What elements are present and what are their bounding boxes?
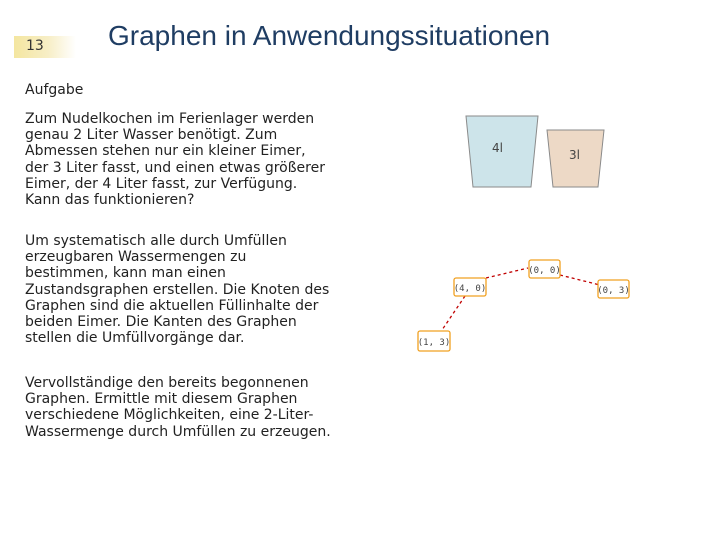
text-line: verschiedene Möglichkeiten, eine 2-Liter- (25, 407, 314, 424)
graph-node (528, 260, 561, 278)
text-line: bestimmen, kann man einen (25, 265, 226, 282)
text-line: genau 2 Liter Wasser benötigt. Zum (25, 127, 278, 144)
text-line: Kann das funktionieren? (25, 192, 195, 209)
node-label: (0, 0) (528, 266, 561, 276)
slide-title: Graphen in Anwendungssituationen (108, 20, 551, 51)
text-line: Vervollständige den bereits begonnenen (25, 375, 309, 391)
text-line: stellen die Umfüllvorgänge dar. (25, 330, 245, 347)
text-line: beiden Eimer. Die Kanten des Graphen (25, 314, 297, 331)
text-line: Zustandsgraphen erstellen. Die Knoten des (25, 281, 330, 298)
text-line: Abmessen stehen nur ein kleiner Eimer, (25, 143, 306, 160)
node-label: (4, 0) (453, 284, 487, 294)
text-line: der 3 Liter fasst, und einen etwas größerer (25, 159, 325, 176)
large-bucket-label: 4l (492, 141, 503, 155)
text-line: Eimer, der 4 Liter fasst, zur Verfügung. (25, 175, 298, 192)
text-line: Graphen sind die aktuellen Füllinhalte der (25, 297, 319, 314)
text-line: Graphen. Ermittle mit diesem Graphen (25, 391, 298, 408)
text-line: Um systematisch alle durch Umfüllen (25, 233, 287, 249)
text-line: Wassermenge durch Umfüllen zu erzeugen. (25, 423, 331, 440)
graph-edge (560, 275, 600, 285)
graph-node (418, 331, 451, 351)
text-line: Zum Nudelkochen im Ferienlager werden (25, 111, 315, 127)
graph-edge (442, 296, 465, 330)
node-label: (1, 3) (417, 338, 451, 348)
graph-node (454, 278, 487, 296)
task-heading: Aufgabe (25, 82, 84, 98)
slide-number: 13 (26, 38, 44, 54)
graph-node (597, 280, 630, 298)
small-bucket-label: 3l (569, 148, 580, 162)
text-line: erzeugbaren Wassermengen zu (25, 249, 247, 266)
graph-edge (486, 268, 528, 278)
node-label: (0, 3) (597, 286, 630, 296)
